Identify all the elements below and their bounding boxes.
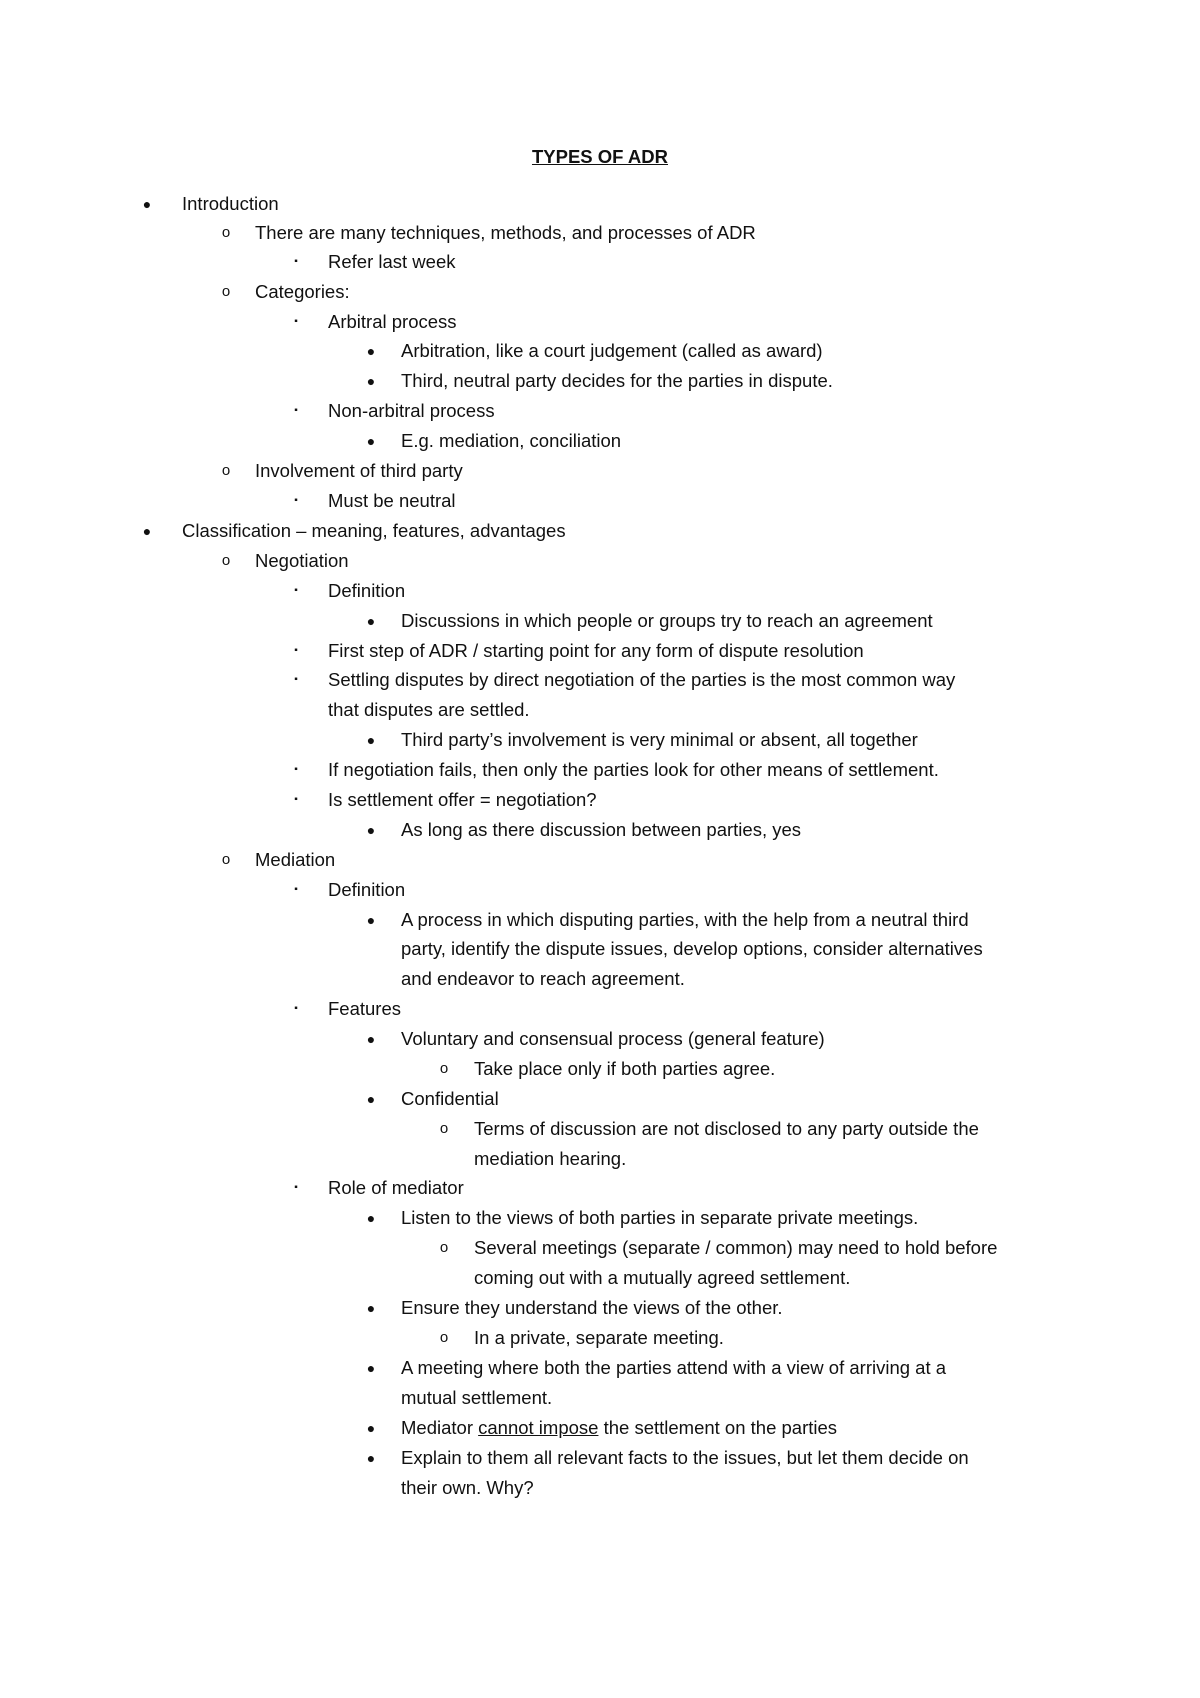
bullet-square-marker: ▪ xyxy=(294,674,298,685)
bullet-circle-marker: o xyxy=(221,224,231,241)
bullet-disc-marker: ● xyxy=(366,1091,376,1107)
bullet-square-marker: ▪ xyxy=(294,256,298,267)
list-item: Explain to them all relevant facts to the issues, but let them decide on xyxy=(401,1447,969,1468)
bullet-circle-marker: o xyxy=(221,552,231,569)
bullet-disc-marker: ● xyxy=(366,1210,376,1226)
list-item: Negotiation xyxy=(255,550,349,571)
bullet-disc-marker: ● xyxy=(366,433,376,449)
text-run: the settlement on the parties xyxy=(598,1417,838,1438)
list-item-introduction: Introduction xyxy=(182,193,279,214)
list-item-mediator-cannot-impose xyxy=(401,1417,837,1439)
bullet-disc-marker: ● xyxy=(366,1031,376,1047)
list-item: Several meetings (separate / common) may need to hold before xyxy=(474,1237,998,1258)
bullet-disc-marker: ● xyxy=(366,1360,376,1376)
list-item: Definition xyxy=(328,879,406,900)
list-item: Involvement of third party xyxy=(255,460,463,481)
bullet-square-marker: ▪ xyxy=(294,585,298,596)
bullet-circle-marker: o xyxy=(439,1239,449,1256)
list-item: In a private, separate meeting. xyxy=(474,1327,724,1348)
list-item: Refer last week xyxy=(328,251,456,272)
list-item: Third party’s involvement is very minimal or absent, all together xyxy=(401,729,918,750)
bullet-circle-marker: o xyxy=(221,283,231,300)
bullet-disc-marker: ● xyxy=(366,373,376,389)
list-item: Voluntary and consensual process (general feature) xyxy=(401,1028,825,1049)
text-run: Mediator xyxy=(401,1417,479,1438)
list-item-continuation: mediation hearing. xyxy=(474,1148,627,1169)
list-item: Arbitral process xyxy=(328,311,457,332)
bullet-square-marker: ▪ xyxy=(294,405,298,416)
bullet-circle-marker: o xyxy=(439,1329,449,1346)
bullet-square-marker: ▪ xyxy=(294,495,298,506)
list-item-classification: Classification – meaning, features, advantages xyxy=(182,520,566,541)
bullet-circle-marker: o xyxy=(221,462,231,479)
bullet-disc-marker: ● xyxy=(366,1420,376,1436)
list-item: Mediation xyxy=(255,849,336,870)
list-item: As long as there discussion between parties, yes xyxy=(401,819,802,840)
list-item-continuation: mutual settlement. xyxy=(401,1387,553,1408)
bullet-disc-marker: ● xyxy=(142,523,152,539)
list-item: Discussions in which people or groups try to reach an agreement xyxy=(401,610,933,631)
list-item: Third, neutral party decides for the parties in dispute. xyxy=(401,370,833,391)
list-item: Settling disputes by direct negotiation of the parties is the most common way xyxy=(328,669,956,690)
bullet-square-marker: ▪ xyxy=(294,794,298,805)
list-item: Is settlement offer = negotiation? xyxy=(328,789,597,810)
bullet-disc-marker: ● xyxy=(366,1450,376,1466)
list-item: Take place only if both parties agree. xyxy=(474,1058,776,1079)
list-item: Listen to the views of both parties in separate private meetings. xyxy=(401,1207,919,1228)
bullet-disc-marker: ● xyxy=(366,343,376,359)
list-item: E.g. mediation, conciliation xyxy=(401,430,622,451)
underlined-text: cannot impose xyxy=(478,1417,599,1438)
list-item: A meeting where both the parties attend with a view of arriving at a xyxy=(401,1357,947,1378)
bullet-disc-marker: ● xyxy=(366,732,376,748)
list-item: If negotiation fails, then only the parties look for other means of settlement. xyxy=(328,759,939,780)
list-item-continuation: coming out with a mutually agreed settlement. xyxy=(474,1267,851,1288)
bullet-square-marker: ▪ xyxy=(294,1003,298,1014)
list-item-continuation: party, identify the dispute issues, develop options, consider alternatives xyxy=(401,938,983,959)
bullet-disc-marker: ● xyxy=(366,613,376,629)
document-title: TYPES OF ADR xyxy=(531,146,669,167)
bullet-square-marker: ▪ xyxy=(294,316,298,327)
list-item: Ensure they understand the views of the other. xyxy=(401,1297,783,1318)
list-item: Non-arbitral process xyxy=(328,400,495,421)
list-item: Confidential xyxy=(401,1088,499,1109)
bullet-square-marker: ▪ xyxy=(294,884,298,895)
bullet-square-marker: ▪ xyxy=(294,645,298,656)
bullet-disc-marker: ● xyxy=(366,1300,376,1316)
list-item: Features xyxy=(328,998,402,1019)
bullet-square-marker: ▪ xyxy=(294,1182,298,1193)
list-item: First step of ADR / starting point for any form of dispute resolution xyxy=(328,640,864,661)
bullet-disc-marker: ● xyxy=(366,822,376,838)
bullet-circle-marker: o xyxy=(439,1120,449,1137)
bullet-disc-marker: ● xyxy=(142,196,152,212)
list-item: Arbitration, like a court judgement (called as award) xyxy=(401,340,823,361)
list-item: Categories: xyxy=(255,281,350,302)
list-item-continuation: and endeavor to reach agreement. xyxy=(401,968,685,989)
list-item: A process in which disputing parties, with the help from a neutral third xyxy=(401,909,969,930)
list-item-continuation: their own. Why? xyxy=(401,1477,534,1498)
list-item: Must be neutral xyxy=(328,490,456,511)
bullet-circle-marker: o xyxy=(439,1060,449,1077)
list-item: Terms of discussion are not disclosed to any party outside the xyxy=(474,1118,979,1139)
list-item: Role of mediator xyxy=(328,1177,464,1198)
list-item: There are many techniques, methods, and processes of ADR xyxy=(255,222,756,243)
list-item: Definition xyxy=(328,580,406,601)
bullet-circle-marker: o xyxy=(221,851,231,868)
bullet-square-marker: ▪ xyxy=(294,764,298,775)
list-item-continuation: that disputes are settled. xyxy=(328,699,530,720)
bullet-disc-marker: ● xyxy=(366,912,376,928)
